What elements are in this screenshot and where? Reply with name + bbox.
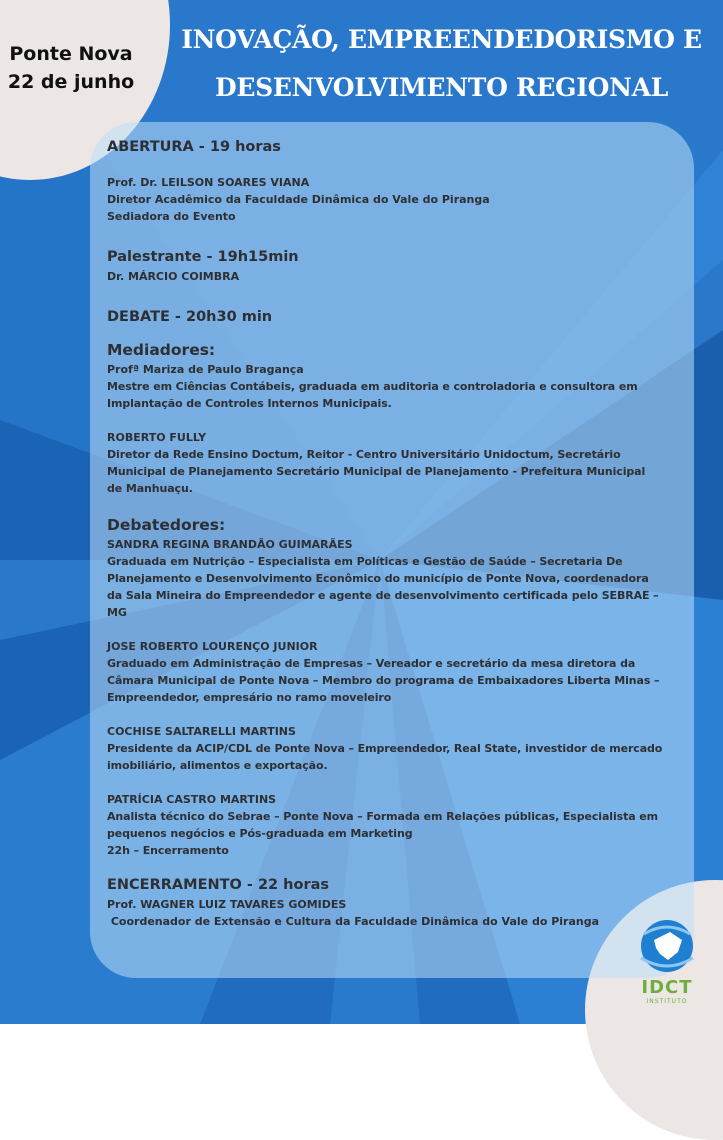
- encerramento-name: Prof. WAGNER LUIZ TAVARES GOMIDES: [107, 898, 347, 911]
- idct-logo: [632, 918, 702, 1008]
- debatedor-1-line: MG: [107, 606, 127, 619]
- event-city: Ponte Nova: [9, 43, 133, 65]
- debatedor-4-line: Analista técnico do Sebrae – Ponte Nova – Formada em Relações públicas, Especialista em: [107, 810, 659, 823]
- abertura-name: Prof. Dr. LEILSON SOARES VIANA: [107, 176, 310, 189]
- mediadores-heading: Mediadores:: [107, 341, 216, 359]
- logo-subtext: INSTITUTO: [646, 998, 688, 1005]
- page-title: [160, 16, 723, 112]
- debatedor-1-line: da Sala Mineira do Empreendedor e agente de desenvolvimento certificada pelo SEBRAE –: [107, 589, 659, 602]
- debatedor-4-line: 22h – Encerramento: [107, 844, 229, 857]
- mediador-1-line: Mestre em Ciências Contábeis, graduada em auditoria e controladoria e consultora em: [107, 380, 638, 393]
- mediador-2-name: ROBERTO FULLY: [107, 431, 207, 444]
- program-content: [107, 137, 682, 930]
- encerramento-role: Coordenador de Extensão e Cultura da Faculdade Dinâmica do Vale do Piranga: [107, 915, 600, 928]
- palestrante-heading: Palestrante - 19h15min: [107, 249, 299, 265]
- debate-heading: DEBATE - 20h30 min: [107, 309, 273, 325]
- debatedor-2-name: JOSE ROBERTO LOURENÇO JUNIOR: [107, 640, 318, 653]
- debatedor-2-line: Câmara Municipal de Ponte Nova – Membro do programa de Embaixadores Liberta Minas –: [107, 674, 660, 687]
- logo-text: IDCT: [641, 977, 693, 998]
- debatedor-2-line: Empreendedor, empresário no ramo moveleiro: [107, 691, 392, 704]
- encerramento-heading: ENCERRAMENTO - 22 horas: [107, 877, 330, 893]
- debatedor-4-name: PATRÍCIA CASTRO MARTINS: [107, 793, 277, 806]
- palestrante-name: Dr. MÁRCIO COIMBRA: [107, 270, 240, 283]
- debatedor-1-line: Planejamento e Desenvolvimento Econômico do município de Ponte Nova, coordenadora: [107, 572, 649, 585]
- debatedor-3-line: Presidente da ACIP/CDL de Ponte Nova – Empreendedor, Real State, investidor de mercado: [107, 742, 663, 755]
- abertura-role-1: Diretor Acadêmico da Faculdade Dinâmica do Vale do Piranga: [107, 193, 490, 206]
- debatedor-3-line: imobiliário, alimentos e exportação.: [107, 759, 328, 772]
- globe-icon: [632, 918, 702, 974]
- debatedor-2-line: Graduado em Administração de Empresas – Vereador e secretário da mesa diretora da: [107, 657, 636, 670]
- mediador-1-name: Profª Mariza de Paulo Bragança: [107, 363, 304, 376]
- title-line-1: INOVAÇÃO, EMPREENDEDORISMO E: [181, 25, 702, 54]
- debatedor-1-line: Graduada em Nutrição – Especialista em Políticas e Gestão de Saúde – Secretaria De: [107, 555, 623, 568]
- title-line-2: DESENVOLVIMENTO REGIONAL: [214, 73, 669, 102]
- debatedor-4-line: pequenos negócios e Pós-graduada em Marketing: [107, 827, 413, 840]
- abertura-heading: ABERTURA - 19 horas: [107, 139, 281, 155]
- debatedores-heading: Debatedores:: [107, 516, 226, 534]
- mediador-2-line: Municipal de Planejamento Secretário Municipal de Planejamento - Prefeitura Municipal: [107, 465, 646, 478]
- debatedor-3-name: COCHISE SALTARELLI MARTINS: [107, 725, 296, 738]
- event-day: 22 de junho: [7, 71, 135, 93]
- abertura-role-2: Sediadora do Evento: [107, 210, 236, 223]
- debatedor-1-name: SANDRA REGINA BRANDÃO GUIMARÃES: [107, 538, 353, 551]
- event-date: [0, 40, 142, 96]
- mediador-2-line: de Manhuaçu.: [107, 482, 193, 495]
- mediador-2-line: Diretor da Rede Ensino Doctum, Reitor - Centro Universitário Unidoctum, Secretário: [107, 448, 621, 461]
- mediador-1-line: Implantação de Controles Internos Municipais.: [107, 397, 392, 410]
